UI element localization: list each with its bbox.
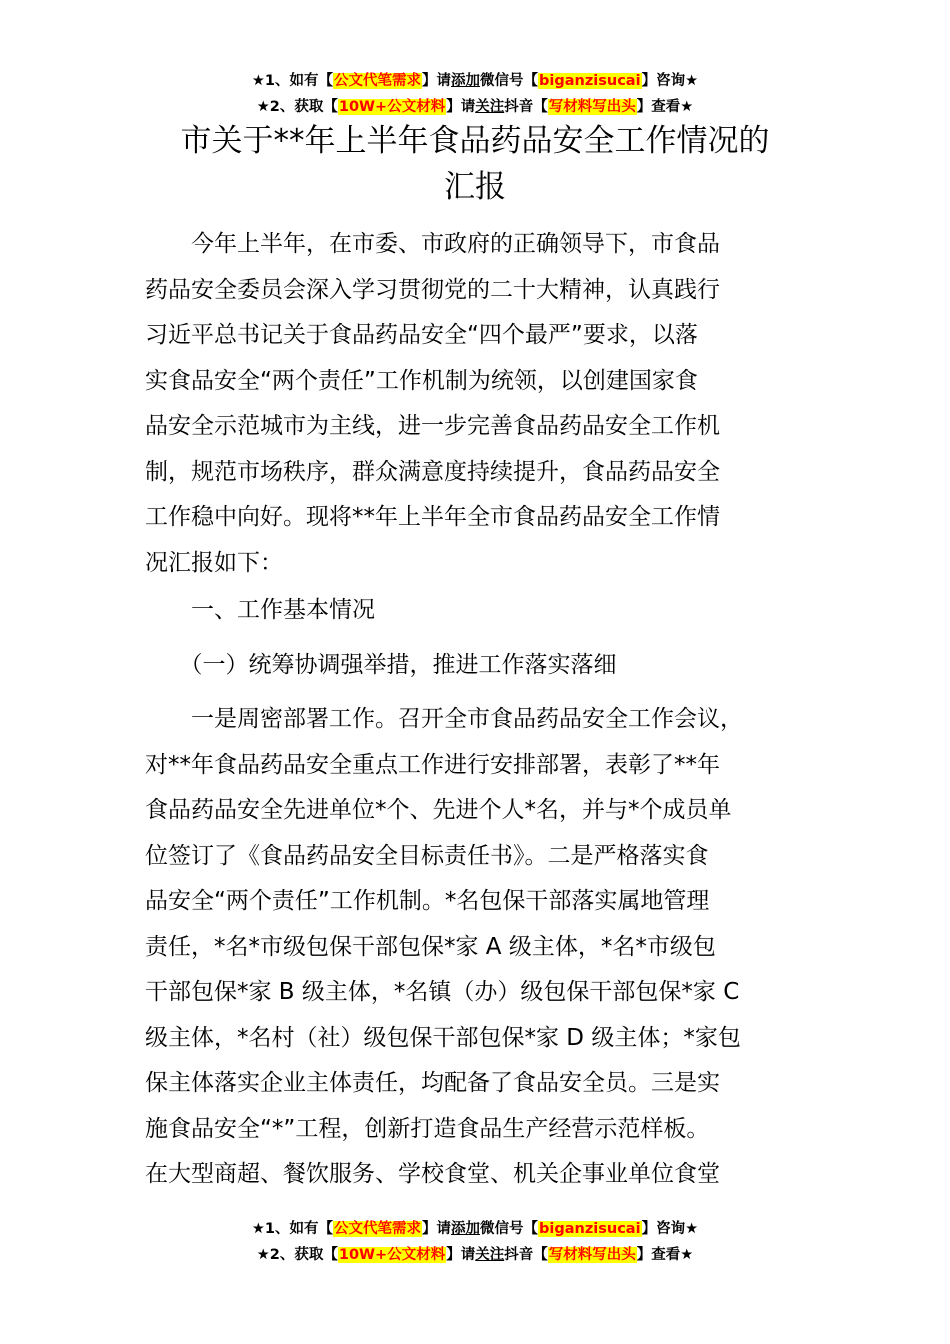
promo-line-2: ★2、获取【10W+公文材料】请关注抖音【写材料写出头】查看★ bbox=[256, 1247, 694, 1263]
paragraph-line: 况汇报如下： bbox=[145, 549, 283, 576]
promo-highlight-materials: 10W+公文材料 bbox=[338, 1247, 446, 1263]
paragraph-line: 工作稳中向好。现将**年上半年全市食品药品安全工作情 bbox=[145, 504, 720, 530]
promo-line-1: ★1、如有【公文代笔需求】请添加微信号【biganzisucai】咨询★ bbox=[251, 73, 699, 89]
paragraph-line: 今年上半年，在市委、市政府的正确领导下，市食品 bbox=[145, 231, 720, 257]
paragraph-line: 位签订了《食品药品安全目标责任书》。二是严格落实食 bbox=[145, 842, 709, 869]
paragraph-line: 制，规范市场秩序，群众满意度持续提升，食品药品安全 bbox=[145, 458, 720, 485]
promo-highlight-wechat: biganzisucai bbox=[539, 73, 641, 89]
bottom-promo-banner bbox=[0, 1216, 950, 1268]
promo-line-2: ★2、获取【10W+公文材料】请关注抖音【写材料写出头】查看★ bbox=[256, 99, 694, 115]
paragraph-line: 干部包保*家 B 级主体，*名镇（办）级包保干部包保*家 C bbox=[145, 979, 740, 1005]
paragraph-line: 药品安全委员会深入学习贯彻党的二十大精神，认真践行 bbox=[145, 276, 720, 303]
paragraph-line: 一是周密部署工作。召开全市食品药品安全工作会议， bbox=[145, 706, 743, 732]
promo-highlight-service: 公文代笔需求 bbox=[334, 73, 422, 89]
promo-highlight-service: 公文代笔需求 bbox=[334, 1221, 422, 1237]
subsection-heading: （一）统筹协调强举措，推进工作落实落细 bbox=[145, 652, 617, 678]
paragraph-line: 责任，*名*市级包保干部包保*家 A 级主体，*名*市级包 bbox=[145, 933, 716, 960]
paragraph-line: 实食品安全“两个责任”工作机制为统领，以创建国家食 bbox=[145, 367, 698, 394]
promo-highlight-materials: 10W+公文材料 bbox=[338, 99, 446, 115]
intro-paragraph bbox=[145, 222, 835, 586]
title-line-1: 市关于**年上半年食品药品安全工作情况的 bbox=[180, 123, 770, 159]
body-paragraph bbox=[145, 697, 835, 1198]
document-title bbox=[145, 118, 805, 210]
paragraph-line: 习近平总书记关于食品药品安全“四个最严”要求，以落 bbox=[145, 322, 698, 348]
paragraph-line: 施食品安全“*”工程，创新打造食品生产经营示范样板。 bbox=[145, 1115, 710, 1142]
section-heading: 一、工作基本情况 bbox=[145, 597, 375, 623]
promo-highlight-douyin: 写材料写出头 bbox=[548, 1247, 636, 1263]
promo-highlight-wechat: biganzisucai bbox=[539, 1221, 641, 1237]
top-promo-banner bbox=[0, 68, 950, 120]
paragraph-line: 对**年食品药品安全重点工作进行安排部署，表彰了**年 bbox=[145, 751, 720, 778]
title-line-2: 汇报 bbox=[444, 169, 506, 205]
paragraph-line: 品安全示范城市为主线，进一步完善食品药品安全工作机 bbox=[145, 413, 720, 439]
paragraph-line: 级主体，*名村（社）级包保干部包保*家 D 级主体；*家包 bbox=[145, 1024, 741, 1051]
paragraph-line: 品安全“两个责任”工作机制。*名包保干部落实属地管理 bbox=[145, 888, 710, 914]
paragraph-line: 保主体落实企业主体责任，均配备了食品安全员。三是实 bbox=[145, 1070, 720, 1096]
promo-line-1: ★1、如有【公文代笔需求】请添加微信号【biganzisucai】咨询★ bbox=[251, 1221, 699, 1237]
promo-highlight-douyin: 写材料写出头 bbox=[548, 99, 636, 115]
paragraph-line: 食品药品安全先进单位*个、先进个人*名，并与*个成员单 bbox=[145, 797, 732, 823]
paragraph-line: 在大型商超、餐饮服务、学校食堂、机关企事业单位食堂 bbox=[145, 1161, 720, 1187]
